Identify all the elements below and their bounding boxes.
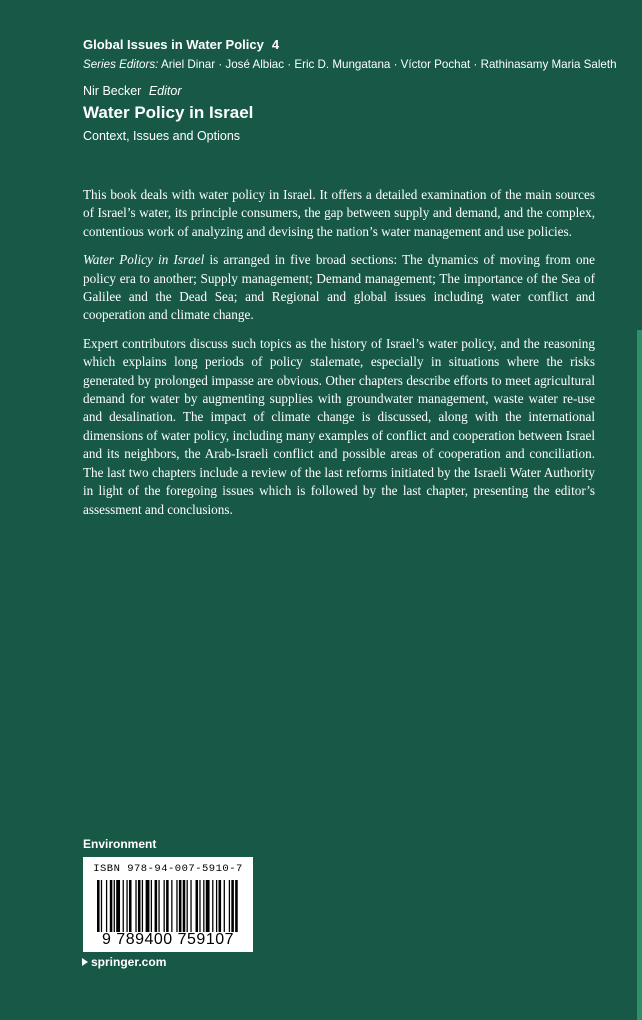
barcode-bar: [176, 880, 177, 932]
barcode-bar: [106, 880, 107, 932]
series-editors-line: [83, 57, 617, 73]
barcode-bar: [187, 880, 188, 932]
barcode-bar: [123, 880, 124, 932]
springer-link-text: springer.com: [91, 955, 167, 969]
barcode-bar: [224, 880, 225, 932]
barcode-bar: [206, 880, 210, 932]
barcode-bar: [135, 880, 136, 932]
series-line: [83, 36, 613, 53]
springer-link[interactable]: [82, 955, 166, 969]
blurb-paragraph-3: Expert contributors discuss such topics as the history of Israel’s water policy, and the reasoning which explains long periods of policy stalemate, especially in situations where the risks generated by prolonged impasse are obvious. Other chapters describe efforts to meet agricultural demand for water by augmenting supplies with groundwater management, waste water re-use and desalination. The impact of climate change is discussed, along with the international dimensions of water policy, including many examples of conflict and cooperation between Israel and its neighbors, the Arab-Israeli conflict and possible areas of cooperation and conciliation. The last two chapters include a review of the last reforms initiated by the Israeli Water Authority in light of the foregoing issues which is followed by the last chapter, presenting the editor’s assessment and conclusions.: [83, 335, 595, 517]
barcode-bar: [183, 880, 186, 932]
barcode-bar: [142, 880, 143, 932]
blurb: [83, 186, 595, 529]
barcode-digits: 9 789400 759107: [101, 931, 235, 948]
blurb-paragraph-2-text: is arranged in five broad sections: The dynamics of moving from one policy era to another; Supply management; Demand management; The importance of the Sea of Galilee and the Dead Sea; and Regional and global issues including water conflict and cooperation and climate change.: [83, 252, 595, 323]
barcode-bar: [114, 880, 115, 932]
barcode-bar: [138, 880, 141, 932]
editor-role: Editor: [148, 84, 182, 98]
book-subtitle: Context, Issues and Options: [83, 129, 241, 143]
barcode-bar: [164, 880, 165, 932]
editor-line: [83, 83, 613, 99]
barcode-bar: [212, 880, 213, 932]
cover-header: [83, 36, 617, 145]
barcode-bar: [126, 880, 127, 932]
barcode-bar: [129, 880, 132, 932]
barcode-bar: [216, 880, 217, 932]
barcode-bar: [229, 880, 230, 932]
barcode-bar: [166, 880, 169, 932]
editor-name: Nir Becker: [83, 84, 142, 98]
barcode-bar: [116, 880, 120, 932]
barcode-bar: [190, 880, 191, 932]
barcode-bar: [196, 880, 199, 932]
barcode-bar: [151, 880, 152, 932]
series-title: Global Issues in Water Policy: [83, 37, 264, 52]
barcode-bar: [146, 880, 150, 932]
series-number: 4: [271, 37, 280, 52]
accent-stripe: [637, 330, 642, 1020]
barcode-bar: [110, 880, 113, 932]
blurb-paragraph-1: This book deals with water policy in Israel. It offers a detailed examination of the main sources of Israel’s water, its principle consumers, the gap between supply and demand, and the complex, contentious work of analyzing and devising the nation’s water management and use policies.: [83, 187, 595, 239]
book-title: Water Policy in Israel: [83, 103, 254, 122]
barcode-bar: [199, 880, 200, 932]
barcode: [83, 857, 253, 952]
barcode-bar: [158, 880, 159, 932]
subject-label: Environment: [83, 837, 157, 851]
isbn-label: ISBN 978-94-007-5910-7: [93, 863, 243, 875]
barcode-bar: [97, 880, 100, 932]
barcode-bar: [171, 880, 172, 932]
series-editors: Ariel Dinar · José Albiac · Eric D. Mungatana · Víctor Pochat · Rathinasamy Maria Saleth: [160, 58, 617, 71]
barcode-bars: [97, 880, 239, 932]
triangle-arrow-icon: [82, 958, 88, 966]
barcode-bar: [231, 880, 234, 932]
barcode-bar: [219, 880, 222, 932]
series-editors-label: Series Editors:: [83, 58, 159, 71]
barcode-bar: [235, 880, 238, 932]
barcode-bar: [101, 880, 102, 932]
barcode-bar: [179, 880, 182, 932]
blurb-paragraph-2: [83, 251, 595, 325]
barcode-bar: [203, 880, 204, 932]
blurb-book-title: Water Policy in Israel: [83, 252, 205, 268]
barcode-bar: [155, 880, 158, 932]
